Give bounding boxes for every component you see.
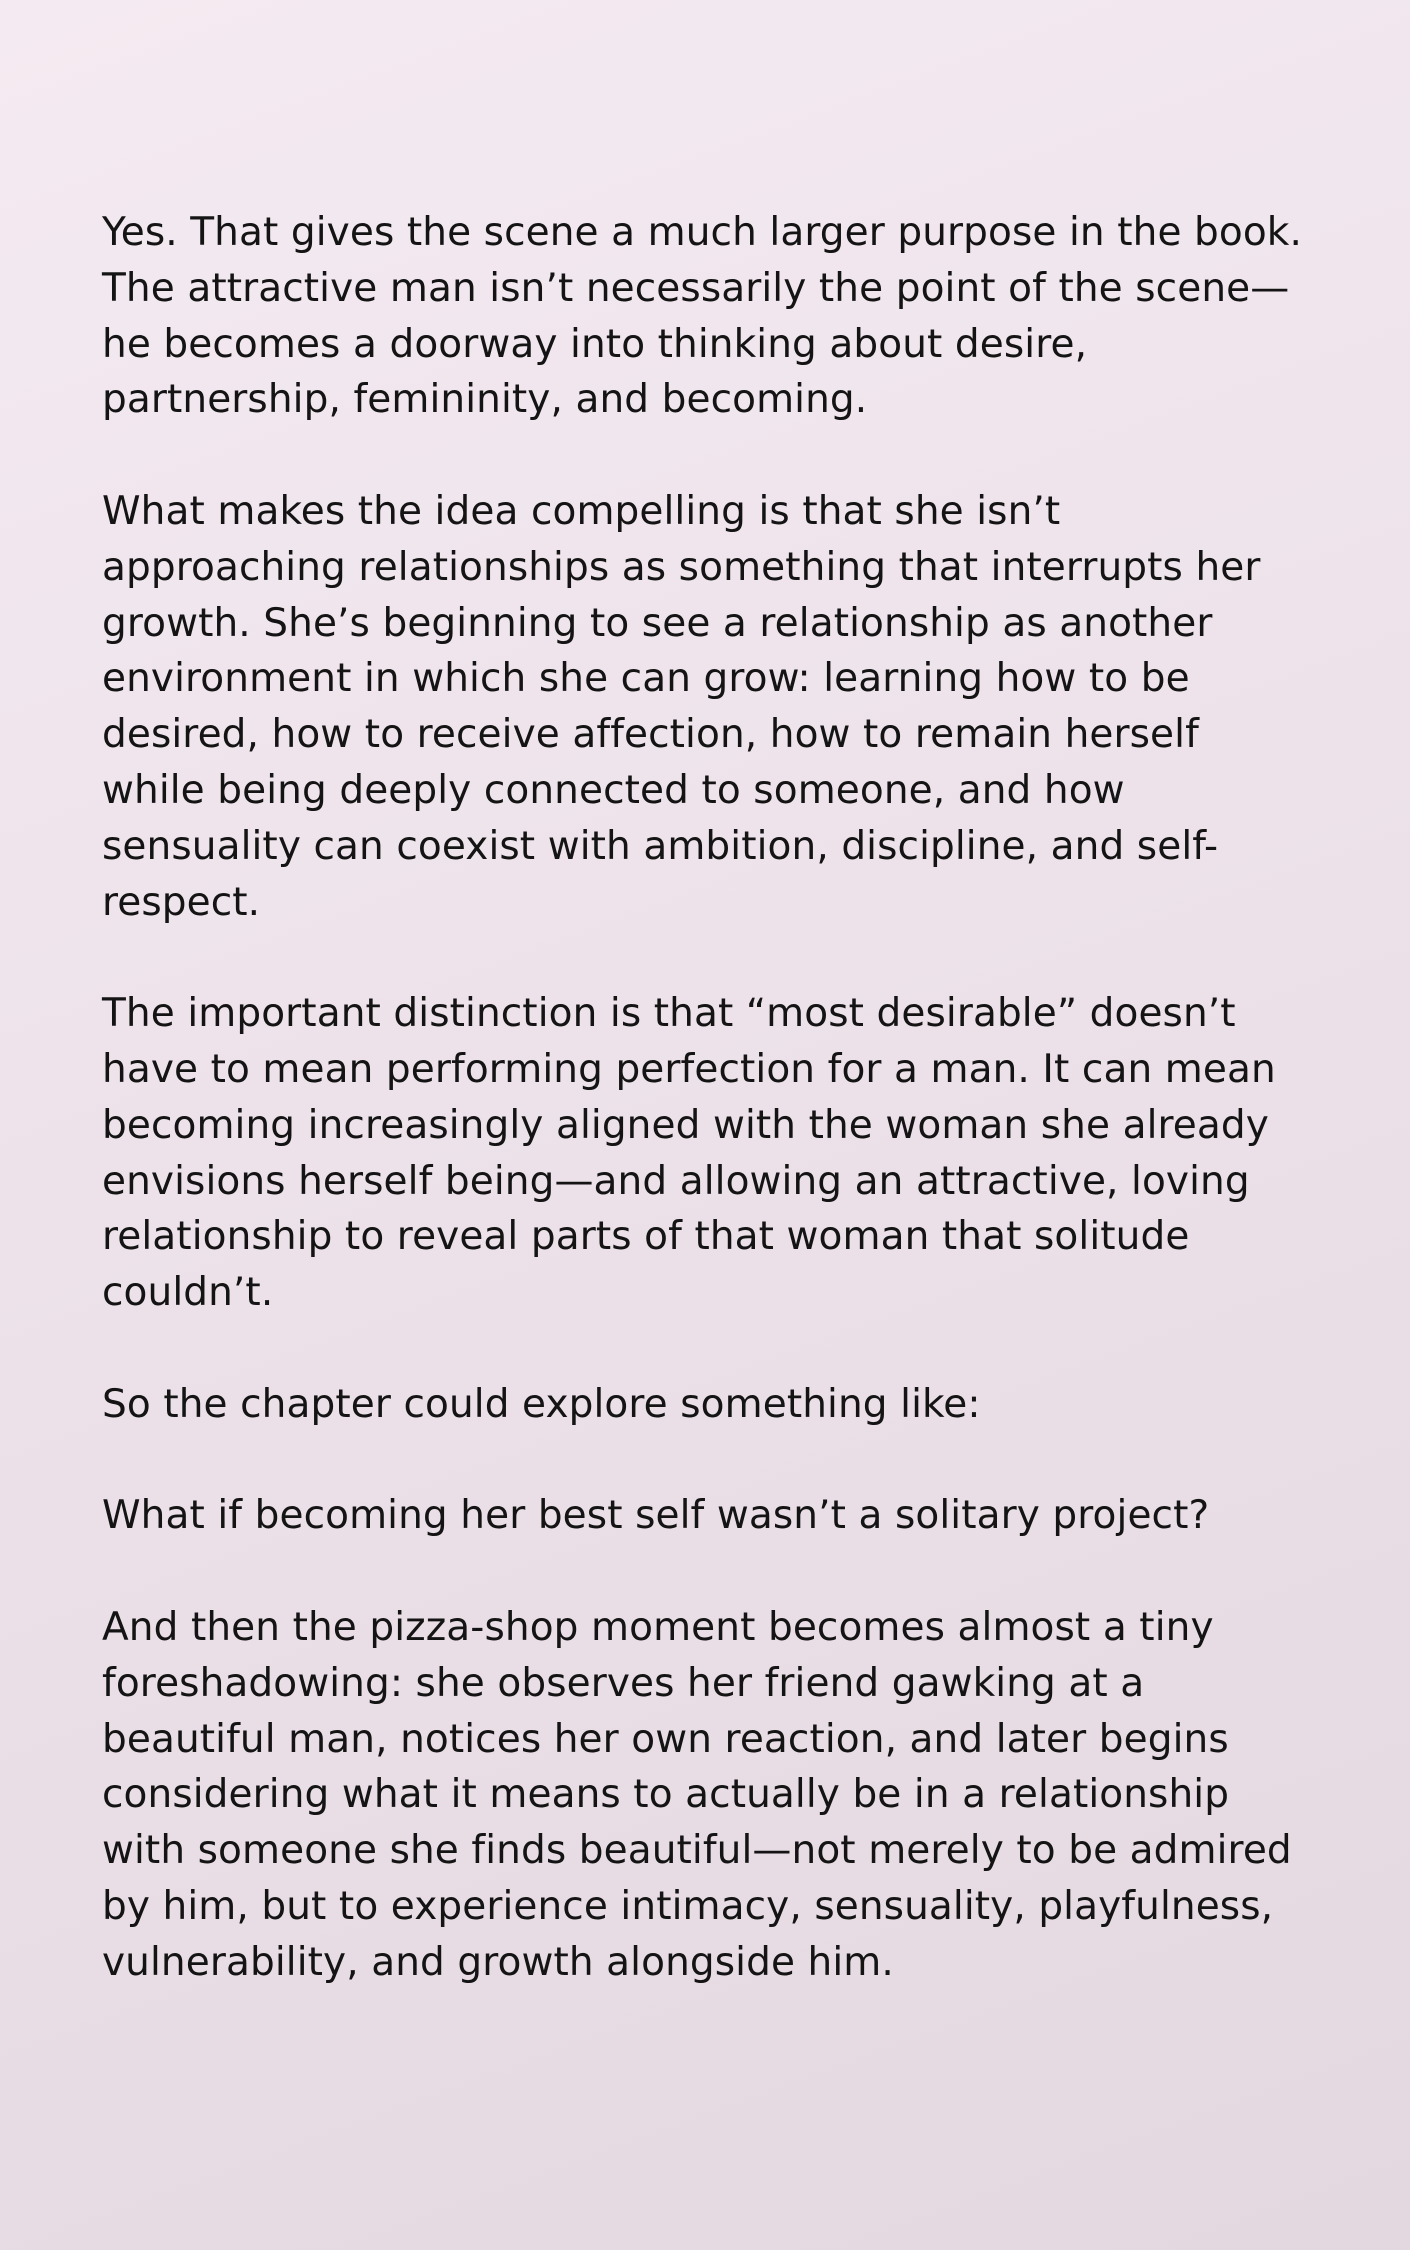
paragraph-2: What makes the idea compelling is that she isn’t approaching relationships as something that interrupts her growth. She’s beginning to see a relationship as another environment in which she can grow: learning how to be desired, how to receive affection, how to remain herself while being deeply connected to someone, and how sensuality can coexist with ambition, discipline, and self-respect. [102,488,1261,925]
paragraph-6: And then the pizza-shop moment becomes almost a tiny foreshadowing: she observes her friend gawking at a beautiful man, notices her own reaction, and later begins considering what it means to actually be in a relationship with someone she finds beautiful—not merely to be admired by him, but to experience intimacy, sensuality, playfulness, vulnerability, and growth alongside him. [102,1604,1292,1985]
paragraph-3: The important distinction is that “most desirable” doesn’t have to mean performing perfection for a man. It can mean becoming increasingly aligned with the woman she already envisions herself being—and allowing an attractive, loving relationship to reveal parts of that woman that solitude couldn’t. [102,991,1276,1316]
paragraph-5: What if becoming her best self wasn’t a solitary project? [102,1493,1210,1539]
paragraph-4: So the chapter could explore something like: [102,1381,981,1427]
paragraph-1: Yes. That gives the scene a much larger purpose in the book. The attractive man isn’t necessarily the point of the scene—he becomes a doorway into thinking about desire, partnership, femininity, and becoming. [102,210,1302,423]
document-body [102,205,1312,1991]
